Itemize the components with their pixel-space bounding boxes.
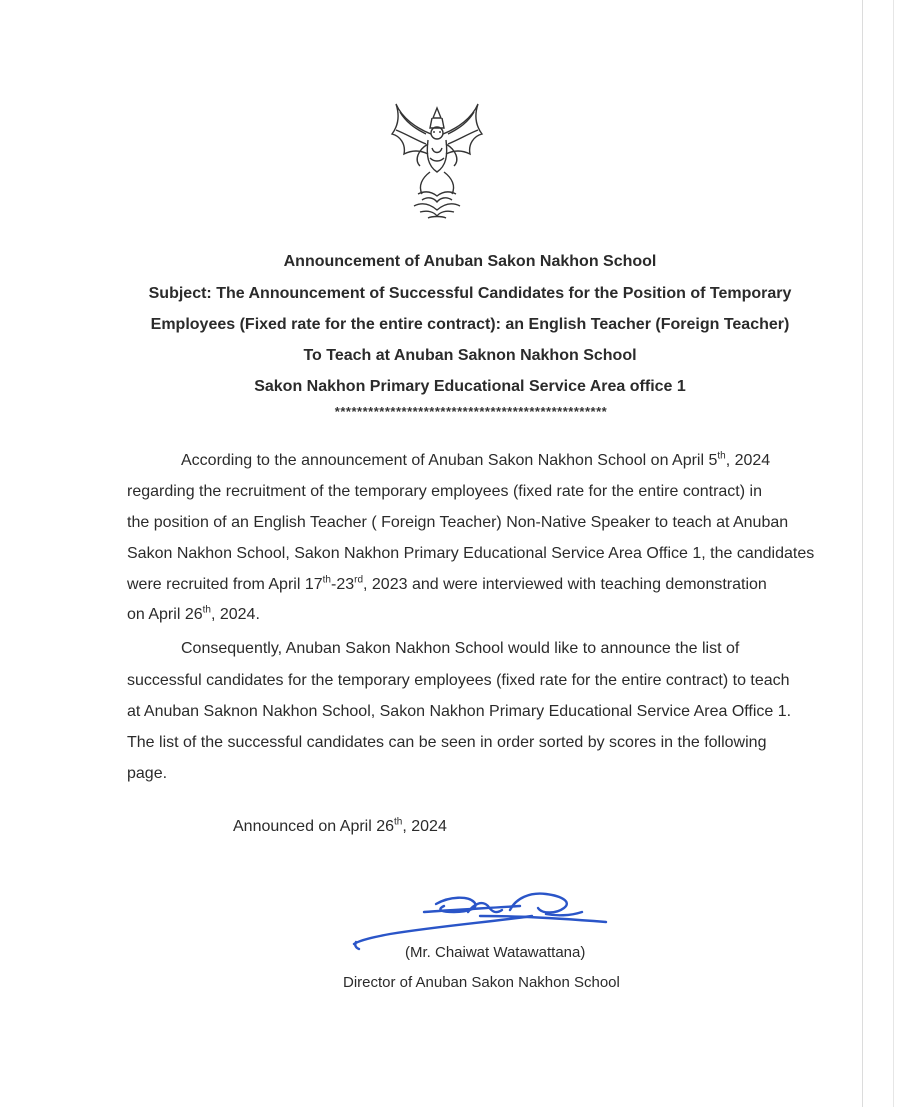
subject-line: To Teach at Anuban Saknon Nakhon School bbox=[303, 347, 637, 364]
page-edge bbox=[862, 0, 863, 1107]
subject-line: Employees (Fixed rate for the entire contract): an English Teacher (Foreign Teacher) bbox=[150, 316, 790, 333]
text-fragment: on April 26 bbox=[127, 606, 203, 623]
signature-icon bbox=[350, 882, 612, 952]
superscript: th bbox=[202, 604, 211, 616]
superscript: th bbox=[394, 816, 403, 828]
paragraph-line bbox=[127, 606, 260, 624]
text-fragment: , 2024 bbox=[402, 818, 447, 835]
signatory-name: (Mr. Chaiwat Watawattana) bbox=[405, 944, 586, 961]
page-edge bbox=[893, 0, 894, 1107]
announced-date bbox=[233, 818, 447, 836]
separator-line: ************************************************* bbox=[334, 404, 608, 419]
signatory-title: Director of Anuban Sakon Nakhon School bbox=[343, 974, 620, 991]
superscript: rd bbox=[354, 574, 364, 586]
paragraph-line: regarding the recruitment of the temporary employees (fixed rate for the entire contract) in bbox=[127, 483, 762, 500]
paragraph-line bbox=[127, 576, 767, 594]
text-fragment: -23 bbox=[330, 576, 355, 593]
subject-line: Sakon Nakhon Primary Educational Service Area office 1 bbox=[254, 378, 686, 395]
paragraph-line: page. bbox=[127, 765, 168, 782]
text-fragment: According to the announcement of Anuban Sakon Nakhon School on April 5 bbox=[181, 452, 718, 469]
superscript: th bbox=[322, 574, 331, 586]
paragraph-line: The list of the successful candidates can be seen in order sorted by scores in the following bbox=[127, 734, 767, 751]
text-fragment: , 2023 and were interviewed with teaching demonstration bbox=[363, 576, 767, 593]
garuda-emblem-icon bbox=[388, 100, 486, 222]
subject-line: Subject: The Announcement of Successful Candidates for the Position of Temporary bbox=[148, 285, 792, 302]
paragraph-line bbox=[181, 452, 770, 470]
paragraph-line: successful candidates for the temporary employees (fixed rate for the entire contract) to teach bbox=[127, 672, 790, 689]
paragraph-line: Consequently, Anuban Sakon Nakhon School would like to announce the list of bbox=[181, 640, 740, 657]
paragraph-line: at Anuban Saknon Nakhon School, Sakon Nakhon Primary Educational Service Area Office 1. bbox=[127, 703, 792, 720]
paragraph-line: the position of an English Teacher ( Foreign Teacher) Non-Native Speaker to teach at Anuban bbox=[127, 514, 789, 531]
announcement-title: Announcement of Anuban Sakon Nakhon School bbox=[283, 253, 657, 270]
superscript: th bbox=[717, 450, 726, 462]
text-fragment: were recruited from April 17 bbox=[127, 576, 323, 593]
paragraph-line: Sakon Nakhon School, Sakon Nakhon Primary Educational Service Area Office 1, the candidates bbox=[127, 545, 815, 562]
text-fragment: Announced on April 26 bbox=[233, 818, 395, 835]
text-fragment: , 2024. bbox=[210, 606, 260, 623]
text-fragment: , 2024 bbox=[725, 452, 771, 469]
